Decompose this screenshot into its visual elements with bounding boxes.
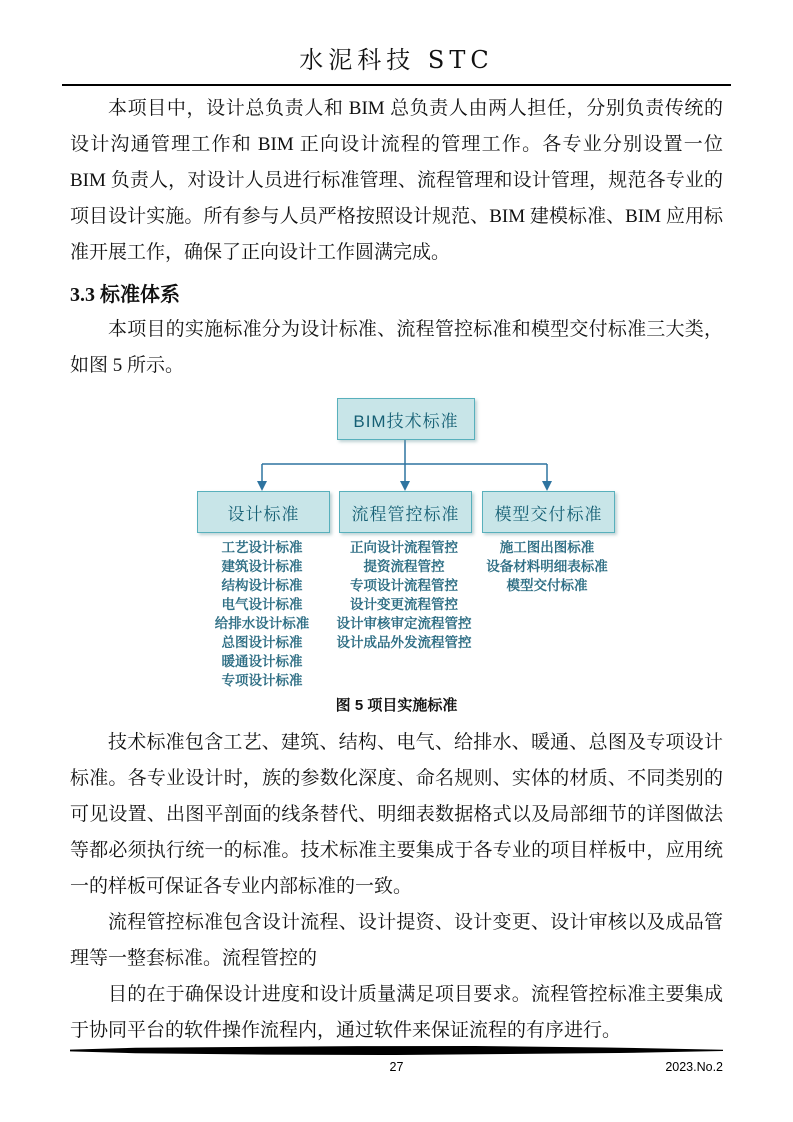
diagram-box-label: 设计标准 <box>227 504 300 524</box>
diagram-box-label: 流程管控标准 <box>351 504 460 524</box>
diagram-root-box <box>337 398 475 440</box>
list-item: 提资流程管控 <box>363 559 445 574</box>
page-content <box>70 91 723 1049</box>
list-item: 专项设计标准 <box>221 673 303 688</box>
list-item: 结构设计标准 <box>221 578 303 593</box>
page-footer <box>70 1046 723 1074</box>
paragraph-5: 目的在于确保设计进度和设计质量满足项目要求。流程管控标准主要集成于协同平台的软件操作流程内，通过软件来保证流程的有序进行。 <box>70 984 723 1041</box>
list-item: 施工图出图标准 <box>499 540 595 555</box>
paragraph-2: 本项目的实施标准分为设计标准、流程管控标准和模型交付标准三大类，如图 5 所示。 <box>70 319 723 376</box>
footer-rule <box>70 1046 723 1055</box>
list-item: 设备材料明细表标准 <box>486 559 608 574</box>
journal-title: 水泥科技 STC <box>299 46 494 74</box>
list-item: 暖通设计标准 <box>221 654 303 669</box>
list-item: 电气设计标准 <box>221 597 303 612</box>
diagram-box-label: 模型交付标准 <box>494 504 603 524</box>
diagram-root-label: BIM技术标准 <box>353 411 459 431</box>
figure-caption: 图 5 项目实施标准 <box>335 697 458 714</box>
page-number: 27 <box>389 1060 404 1074</box>
diagram-box-model-delivery-standards <box>482 491 615 533</box>
list-item: 正向设计流程管控 <box>350 540 458 555</box>
paragraph-4: 流程管控标准包含设计流程、设计提资、设计变更、设计审核以及成品管理等一整套标准。流程管控的 <box>70 912 723 969</box>
list-item: 工艺设计标准 <box>221 540 303 555</box>
list-item: 设计审核审定流程管控 <box>336 616 472 631</box>
model-delivery-standards-list <box>452 538 642 595</box>
list-item: 专项设计流程管控 <box>350 578 458 593</box>
diagram-box-design-standards <box>197 491 330 533</box>
list-item: 设计变更流程管控 <box>350 597 458 612</box>
paragraph-3: 技术标准包含工艺、建筑、结构、电气、给排水、暖通、总图及专项设计标准。各专业设计时，族的参数化深度、命名规则、实体的材质、不同类别的可见设置、出图平剖面的线条替代、明细表数据格式以及局部细节的详图做法等都必须执行统一的标准。技术标准主要集成于各专业的项目样板中，应用统一的样板可保证各专业内部标准的一致。 <box>70 732 723 897</box>
footer-text-row <box>70 1060 723 1074</box>
bim-standards-diagram <box>70 396 723 692</box>
issue-number: 2023.No.2 <box>665 1060 723 1074</box>
list-item: 给排水设计标准 <box>214 616 310 631</box>
section-heading-3-3: 3.3 标准体系 <box>70 284 180 306</box>
header-rule <box>62 84 731 86</box>
list-item: 总图设计标准 <box>221 635 303 650</box>
list-item: 模型交付标准 <box>506 578 588 593</box>
page-header <box>0 0 793 86</box>
diagram-box-process-control-standards <box>339 491 472 533</box>
list-item: 设计成品外发流程管控 <box>336 635 472 650</box>
list-item: 建筑设计标准 <box>221 559 303 574</box>
paragraph-1: 本项目中，设计总负责人和 BIM 总负责人由两人担任，分别负责传统的设计沟通管理工作和 BIM 正向设计流程的管理工作。各专业分别设置一位 BIM 负责人，对设计人员进行标准管理、流程管理和设计管理，规范各专业的项目设计实施。所有参与人员严格按照设计规范、BIM 建模标准、BIM 应用标准开展工作，确保了正向设计工作圆满完成。 <box>70 98 723 263</box>
